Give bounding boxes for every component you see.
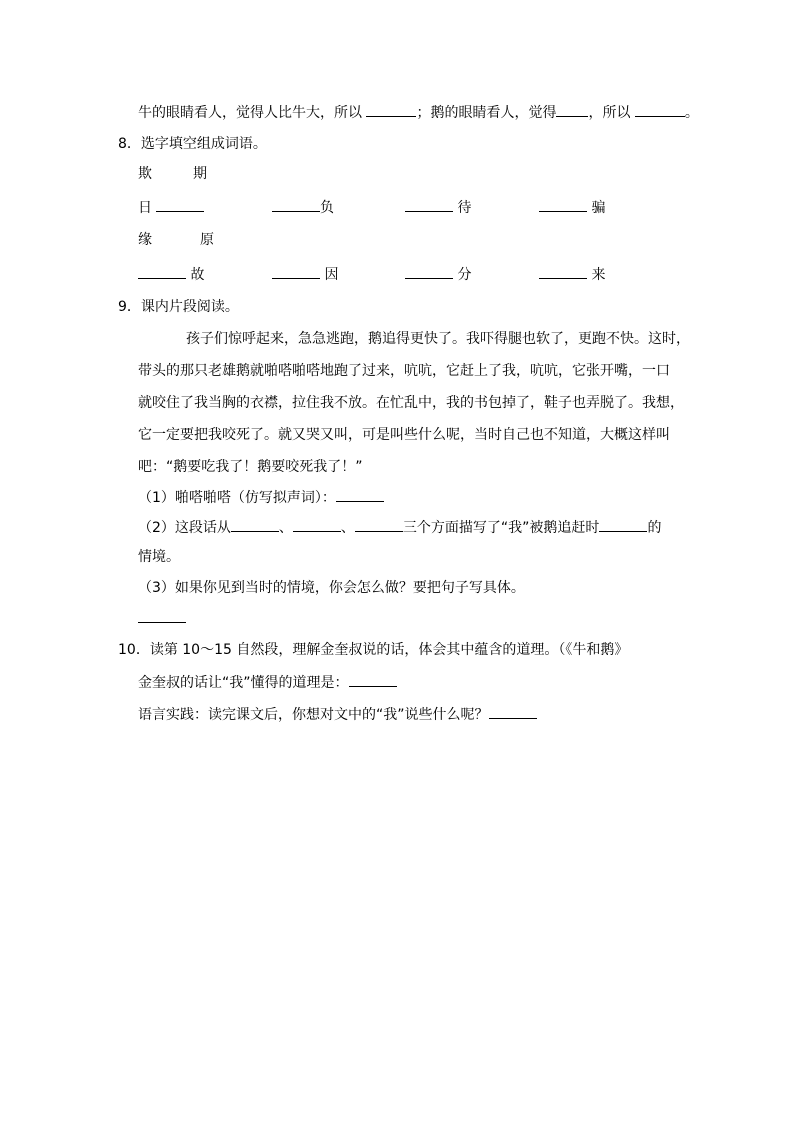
- q7-text-b: ；鹅的眼睛看人，觉得: [416, 105, 557, 121]
- answer-blank[interactable]: [272, 264, 320, 279]
- q8-row1-item-2: [272, 197, 334, 218]
- q8-char-4: 原: [200, 232, 214, 248]
- sub2-text-c: 的: [647, 520, 662, 536]
- q9-passage-line: 吧：“鹅要吃我了！鹅要咬死我了！”: [138, 459, 363, 475]
- item-suffix: 待: [453, 200, 472, 216]
- item-prefix: 日: [138, 200, 157, 216]
- item-suffix: 故: [186, 267, 205, 283]
- q10-line1: [138, 672, 397, 693]
- answer-blank[interactable]: [489, 704, 537, 719]
- answer-blank[interactable]: [539, 264, 587, 279]
- item-suffix: 分: [453, 267, 472, 283]
- q9-passage-line: 孩子们惊呼起来，急急逃跑，鹅追得更快了。我吓得腿也软了，更跑不快。这时，: [186, 331, 690, 347]
- q8-row1-item-1: [138, 197, 204, 218]
- q8-row2-item-1: [138, 264, 204, 285]
- answer-blank[interactable]: [556, 102, 588, 117]
- q7-line: [138, 102, 699, 123]
- item-suffix: 骗: [587, 200, 606, 216]
- q8-row1-item-4: [539, 197, 605, 218]
- q9-passage-line: 就咬住了我当胸的衣襟，拉住我不放。在忙乱中，我的书包掉了，鞋子也弄脱了。我想，: [138, 395, 684, 411]
- q8-char-1: 欺: [138, 166, 152, 182]
- answer-blank[interactable]: [293, 517, 341, 532]
- item-suffix: 因: [320, 267, 339, 283]
- item-suffix: 负: [320, 200, 334, 216]
- q9-sub2-cont: 情境。: [138, 549, 180, 565]
- sub2-text-a: （2）这段话从: [138, 520, 231, 536]
- sub1-text: （1）啪嗒啪嗒（仿写拟声词）：: [138, 490, 336, 506]
- sub2-sep: 、: [340, 520, 355, 536]
- answer-blank[interactable]: [405, 264, 453, 279]
- answer-blank[interactable]: [272, 197, 320, 212]
- sub2-text-b: 三个方面描写了“我”被鹅追赶时: [402, 520, 600, 536]
- q8-title: 8．选字填空组成词语。: [118, 136, 267, 152]
- q10-title: 10．读第 10～15 自然段，理解金奎叔说的话，体会其中蕴含的道理。（《牛和鹅》: [118, 642, 629, 658]
- item-suffix: 来: [587, 267, 606, 283]
- answer-blank[interactable]: [539, 197, 587, 212]
- q10-line1-text: 金奎叔的话让“我”懂得的道理是：: [138, 675, 349, 691]
- q9-sub3-answer: [138, 608, 186, 629]
- q10-line2-text: 语言实践：读完课文后，你想对文中的“我”说些什么呢？: [138, 707, 489, 723]
- answer-blank[interactable]: [138, 608, 186, 623]
- answer-blank[interactable]: [336, 487, 384, 502]
- sub2-sep: 、: [278, 520, 293, 536]
- q7-text-d: 。: [684, 105, 699, 121]
- q9-passage-line: 带头的那只老雄鹅就啪嗒啪嗒地跑了过来，吭吭，它赶上了我，吭吭，它张开嘴，一口: [138, 363, 670, 379]
- answer-blank[interactable]: [405, 197, 453, 212]
- q8-row1-item-3: [405, 197, 471, 218]
- q9-sub2: [138, 517, 661, 538]
- q8-row2-item-4: [539, 264, 605, 285]
- answer-blank[interactable]: [366, 102, 416, 117]
- answer-blank[interactable]: [138, 264, 186, 279]
- q7-text-c: ，所以: [588, 105, 635, 121]
- q8-row2-item-2: [272, 264, 338, 285]
- q10-line2: [138, 704, 537, 725]
- answer-blank[interactable]: [231, 517, 279, 532]
- q9-title: 9．课内片段阅读。: [118, 299, 239, 315]
- q9-sub1: [138, 487, 384, 508]
- q9-passage-line: 它一定要把我咬死了。就又哭又叫，可是叫些什么呢，当时自己也不知道，大概这样叫: [138, 427, 670, 443]
- answer-blank[interactable]: [156, 197, 204, 212]
- answer-blank[interactable]: [355, 517, 403, 532]
- answer-blank[interactable]: [635, 102, 685, 117]
- q9-sub3: （3）如果你见到当时的情境，你会怎么做？要把句子写具体。: [138, 580, 525, 596]
- q8-char-2: 期: [193, 166, 207, 182]
- answer-blank[interactable]: [599, 517, 647, 532]
- answer-blank[interactable]: [349, 672, 397, 687]
- q7-text-a: 牛的眼睛看人，觉得人比牛大，所以: [138, 105, 367, 121]
- q8-char-3: 缘: [138, 232, 152, 248]
- q8-row2-item-3: [405, 264, 471, 285]
